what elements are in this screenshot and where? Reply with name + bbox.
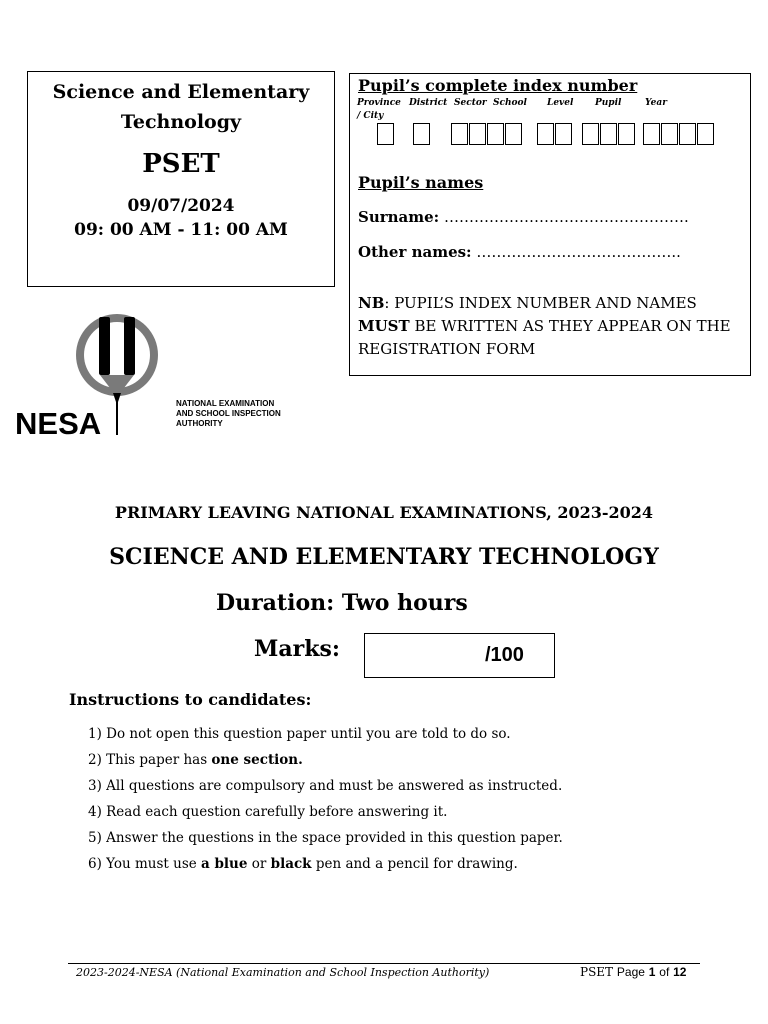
instruction-emphasis: a blue: [201, 856, 248, 872]
subject-heading: SCIENCE AND ELEMENTARY TECHNOLOGY: [109, 544, 659, 570]
nb-must: MUST: [358, 317, 410, 335]
year-digit-box[interactable]: [661, 123, 678, 145]
province-digit-box[interactable]: [377, 123, 394, 145]
level-digit-box[interactable]: [537, 123, 554, 145]
marks-box[interactable]: [364, 633, 555, 678]
caption-line3: AUTHORITY: [176, 419, 223, 428]
instructions-title: Instructions to candidates:: [69, 690, 312, 709]
subject-title-line1: Science and Elementary: [52, 81, 310, 103]
footer-code: PSET: [580, 965, 614, 979]
surname-dots: ………………………………………….: [444, 208, 689, 226]
pupil-digit-box[interactable]: [618, 123, 635, 145]
subject-box: [27, 71, 335, 287]
index-number-box: [349, 73, 751, 376]
exam-time: 09: 00 AM - 11: 00 AM: [74, 220, 288, 240]
province-digit-group: [377, 123, 394, 145]
footer-page-info: [580, 965, 686, 979]
nesa-caption: [176, 399, 316, 429]
instruction-emphasis: one section.: [211, 752, 303, 768]
school-digit-box[interactable]: [487, 123, 504, 145]
exam-title: PRIMARY LEAVING NATIONAL EXAMINATIONS, 2023-2024: [114, 503, 654, 522]
instruction-item: 1) Do not open this question paper until you are told to do so.: [88, 726, 511, 742]
label-province: Province: [357, 98, 401, 108]
instruction-text: 6) You must use: [88, 856, 202, 872]
label-sector: Sector: [454, 98, 487, 108]
level-digit-box[interactable]: [555, 123, 572, 145]
subject-title-line2: Technology: [120, 111, 242, 133]
marks-value: /100: [485, 644, 524, 666]
district-digit-group: [413, 123, 430, 145]
year-digit-box[interactable]: [697, 123, 714, 145]
surname-label: Surname:: [358, 208, 440, 226]
instruction-emphasis: black: [270, 856, 312, 872]
instruction-item: 5) Answer the questions in the space provided in this question paper.: [88, 830, 563, 846]
instruction-text: or: [247, 856, 271, 872]
footer-of-word: of: [659, 965, 670, 979]
index-number-title: Pupil’s complete index number: [358, 76, 638, 95]
caption-line2: AND SCHOOL INSPECTION: [176, 409, 281, 418]
pupil-digit-box[interactable]: [582, 123, 599, 145]
instruction-text: pen and a pencil for drawing.: [311, 856, 518, 872]
sector-school-digit-group: [451, 123, 522, 145]
footer-page-num: 1: [648, 965, 656, 979]
footer-page-word: Page: [616, 965, 645, 979]
year-digit-box[interactable]: [643, 123, 660, 145]
year-digit-box[interactable]: [679, 123, 696, 145]
other-names-label: Other names:: [358, 243, 472, 261]
nb-note: [358, 292, 748, 361]
pupil-digit-box[interactable]: [600, 123, 617, 145]
nesa-logo: [14, 313, 174, 437]
instructions-list: [88, 724, 563, 880]
sector-digit-box[interactable]: [451, 123, 468, 145]
instruction-item: 4) Read each question carefully before answering it.: [88, 804, 448, 820]
pupil-names-title: Pupil’s names: [358, 173, 484, 192]
label-district: District: [409, 98, 448, 108]
label-pupil: Pupil: [595, 98, 622, 108]
nb-label: NB: [358, 294, 385, 312]
level-digit-group: [537, 123, 572, 145]
other-names-field[interactable]: [358, 243, 681, 261]
instruction-item: [88, 854, 563, 880]
instruction-item: 3) All questions are compulsory and must be answered as instructed.: [88, 778, 563, 794]
surname-field[interactable]: [358, 208, 689, 226]
sector-digit-box[interactable]: [469, 123, 486, 145]
label-school: School: [493, 98, 527, 108]
marks-label: Marks:: [254, 636, 340, 662]
pupil-digit-group: [582, 123, 635, 145]
instruction-item: [88, 750, 563, 776]
district-digit-box[interactable]: [413, 123, 430, 145]
footer-authority: 2023-2024-NESA (National Examination and School Inspection Authority): [76, 966, 490, 979]
label-year: Year: [645, 98, 667, 108]
nesa-wordmark: NESA: [15, 406, 102, 437]
other-names-dots: …………………………………..: [476, 243, 681, 261]
nb-text1: : PUPIL’S INDEX NUMBER AND NAMES: [384, 294, 697, 312]
label-level: Level: [547, 98, 574, 108]
year-digit-group: [643, 123, 714, 145]
subject-title: [28, 77, 334, 137]
footer-divider: [68, 963, 700, 964]
duration: Duration: Two hours: [216, 590, 468, 616]
school-digit-box[interactable]: [505, 123, 522, 145]
nb-text2: BE WRITTEN AS THEY APPEAR ON THE REGISTRATION FORM: [358, 317, 731, 358]
caption-line1: NATIONAL EXAMINATION: [176, 399, 275, 408]
pencil-emblem-icon: [76, 314, 158, 405]
label-city: / City: [357, 111, 384, 121]
instruction-text: 2) This paper has: [88, 752, 212, 768]
exam-date: 09/07/2024: [127, 196, 235, 216]
subject-code: PSET: [142, 149, 220, 179]
footer-page-total: 12: [673, 965, 687, 979]
